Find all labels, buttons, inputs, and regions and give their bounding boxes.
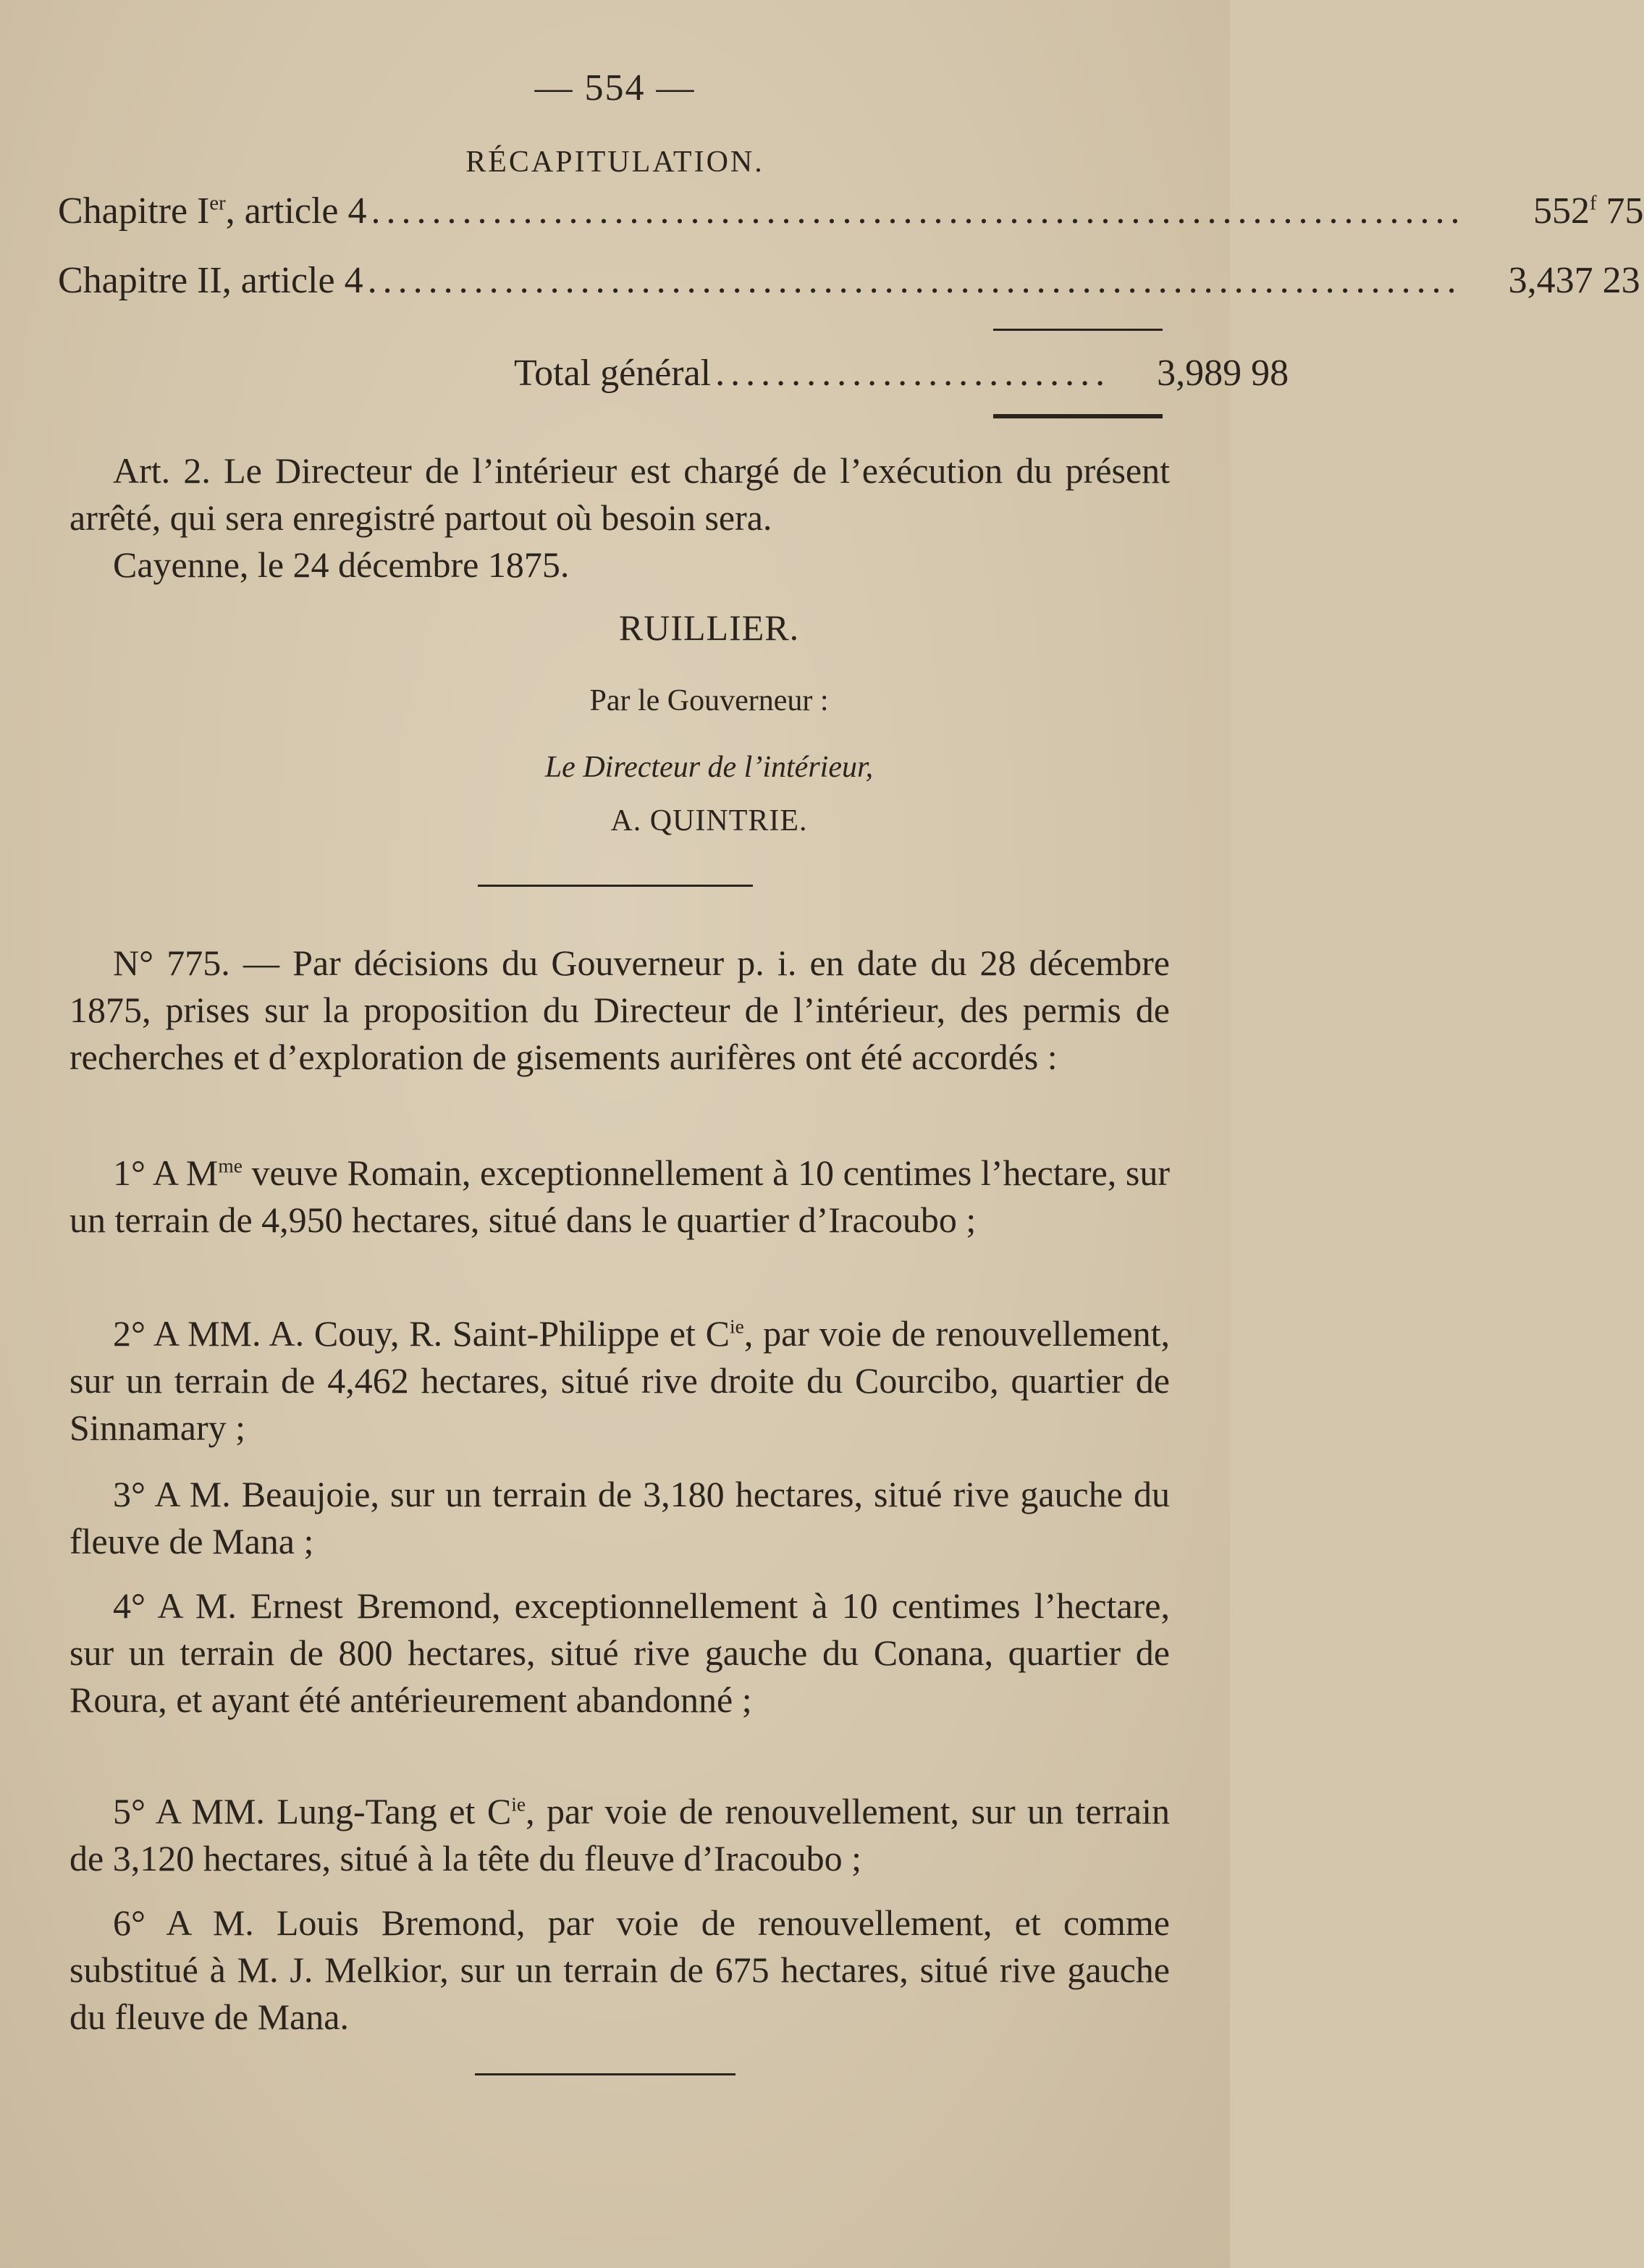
- recap-row-1: [58, 190, 1644, 232]
- recap-total: [514, 352, 1289, 395]
- sum-rule: [993, 329, 1163, 331]
- recap-row-1-value: 552$^f$ 75: [1533, 190, 1644, 232]
- decision-item-6: 6° A M. Louis Bremond, par voie de renouvellement, et comme substitué à M. J. Melkior, sur un terrain de 675 hectares, situé rive gauche du fleuve de Mana.: [69, 1902, 1170, 2037]
- recap-row-2: [58, 259, 1640, 302]
- closing-divider: [475, 2073, 735, 2075]
- total-value: 3,989 98: [1157, 353, 1289, 394]
- decision-intro: N° 775. — Par décisions du Gouverneur p. i. en date du 28 décembre 1875, prises sur la proposition du Directeur de l’intérieur, des permis de recherches et d’exploration de gisements aurifères ont été accordés :: [69, 943, 1170, 1077]
- section-divider: [478, 885, 753, 887]
- leader-dots: ........................................................................: [367, 260, 1462, 301]
- decision-item-1: 1° A $M^{me}$ veuve Romain, exceptionnellement à 10 centimes l’hectare, sur un terrain de 4,950 hectares, situé dans le quartier d’Iracoubo ;: [69, 1152, 1170, 1240]
- page-number: — 554 —: [534, 67, 696, 109]
- decision-item-4: 4° A M. Ernest Bremond, exceptionnellement à 10 centimes l’hectare, sur un terrain de 800 hectares, situé rive gauche du Conana, quartier de Roura, et ayant été antérieurement abandonné ;: [69, 1585, 1170, 1720]
- article-2: Art. 2. Le Directeur de l’intérieur est chargé de l’exécution du présent arrêté, qui sera enregistré partout où besoin sera.: [69, 450, 1170, 538]
- signature-director: Le Directeur de l’intérieur,: [544, 751, 874, 784]
- decision-item-2: 2° A MM. A. Couy, R. Saint-Philippe et $C^{ie}$, par voie de renouvellement, sur un terrain de 4,462 hectares, situé rive droite du Courcibo, quartier de Sinnamary ;: [69, 1313, 1170, 1448]
- signature-par: Par le Gouverneur :: [589, 684, 829, 717]
- signature-director-name: A. QUINTRIE.: [610, 804, 808, 838]
- total-label: Total général: [514, 353, 712, 394]
- total-rule: [993, 414, 1163, 418]
- signature-name: RUILLIER.: [618, 607, 800, 648]
- decision-item-5: 5° A MM. Lung-Tang et $C^{ie}$, par voie de renouvellement, sur un terrain de 3,120 hectares, situé à la tête du fleuve d’Iracoubo ;: [69, 1791, 1170, 1879]
- recap-row-2-value: 3,437 23: [1508, 260, 1640, 301]
- recap-heading: RÉCAPITULATION.: [465, 146, 764, 179]
- recap-row-2-label: Chapitre II, article 4: [58, 260, 363, 301]
- recap-row-1-label: Chapitre Ier, article 4: [58, 190, 367, 232]
- decision-item-3: 3° A M. Beaujoie, sur un terrain de 3,180 hectares, situé rive gauche du fleuve de Mana ;: [69, 1474, 1170, 1561]
- leader-dots: ..........................: [715, 353, 1111, 394]
- place-date: Cayenne, le 24 décembre 1875.: [113, 544, 570, 585]
- leader-dots: ........................................................................: [371, 190, 1466, 232]
